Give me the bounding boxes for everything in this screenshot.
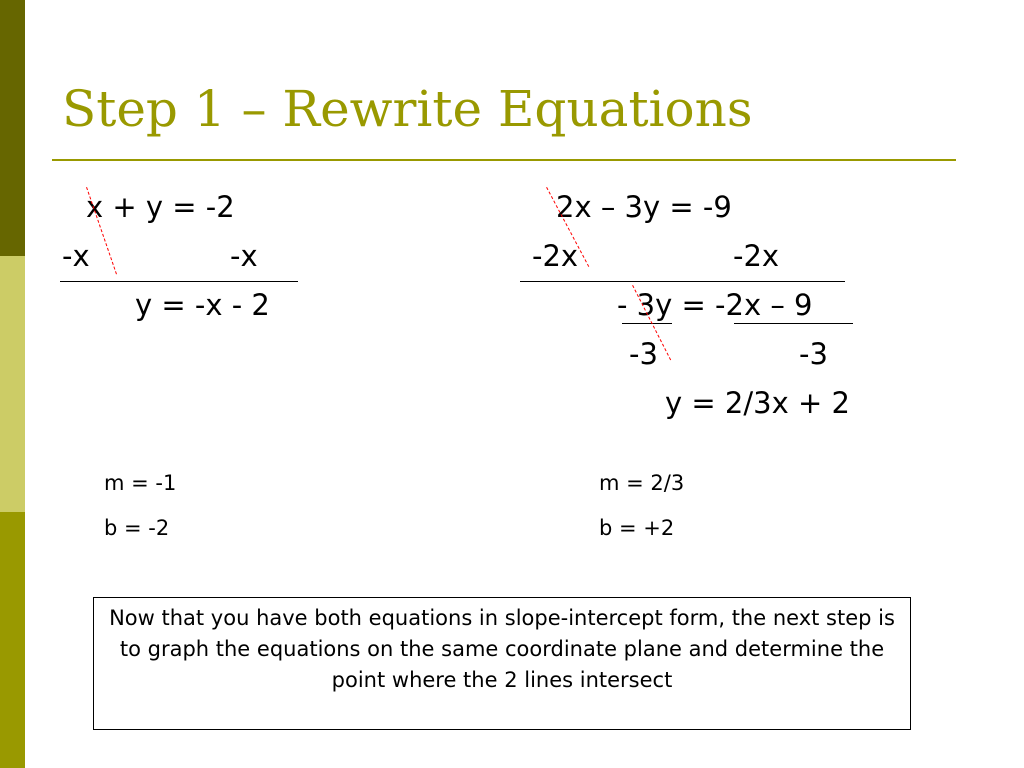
left-eq-subtract-right: -x <box>230 239 258 273</box>
summary-text: Now that you have both equations in slope-intercept form, the next step is to graph the equations on the same coordinate plane and determine the point where the 2 lines intersect <box>109 606 895 692</box>
left-eq-line1: x + y = -2 <box>86 190 235 224</box>
sidebar-segment-light <box>0 256 25 512</box>
left-eq-result: y = -x - 2 <box>135 288 270 322</box>
left-intercept: b = -2 <box>104 516 170 540</box>
right-eq-line1: 2x – 3y = -9 <box>556 190 732 224</box>
right-eq-divide-rule-left <box>622 323 672 324</box>
right-eq-result: y = 2/3x + 2 <box>665 386 850 420</box>
summary-box <box>93 597 911 730</box>
right-eq-line3: - 3y = -2x – 9 <box>617 288 813 322</box>
slide-title: Step 1 – Rewrite Equations <box>62 80 753 138</box>
sidebar-segment-mid <box>0 512 25 768</box>
right-slope: m = 2/3 <box>599 471 685 495</box>
right-eq-divide-rule-right <box>734 323 853 324</box>
right-intercept: b = +2 <box>599 516 675 540</box>
sidebar-accent <box>0 0 25 768</box>
left-eq-rule <box>60 281 298 282</box>
right-eq-rule <box>520 281 845 282</box>
left-slope: m = -1 <box>104 471 177 495</box>
right-eq-subtract-right: -2x <box>733 239 780 273</box>
left-eq-subtract-left: -x <box>62 239 90 273</box>
sidebar-segment-dark <box>0 0 25 256</box>
right-eq-divisor-left: -3 <box>629 337 658 371</box>
right-eq-divisor-right: -3 <box>799 337 828 371</box>
right-eq-subtract-left: -2x <box>532 239 579 273</box>
title-underline <box>52 159 956 161</box>
